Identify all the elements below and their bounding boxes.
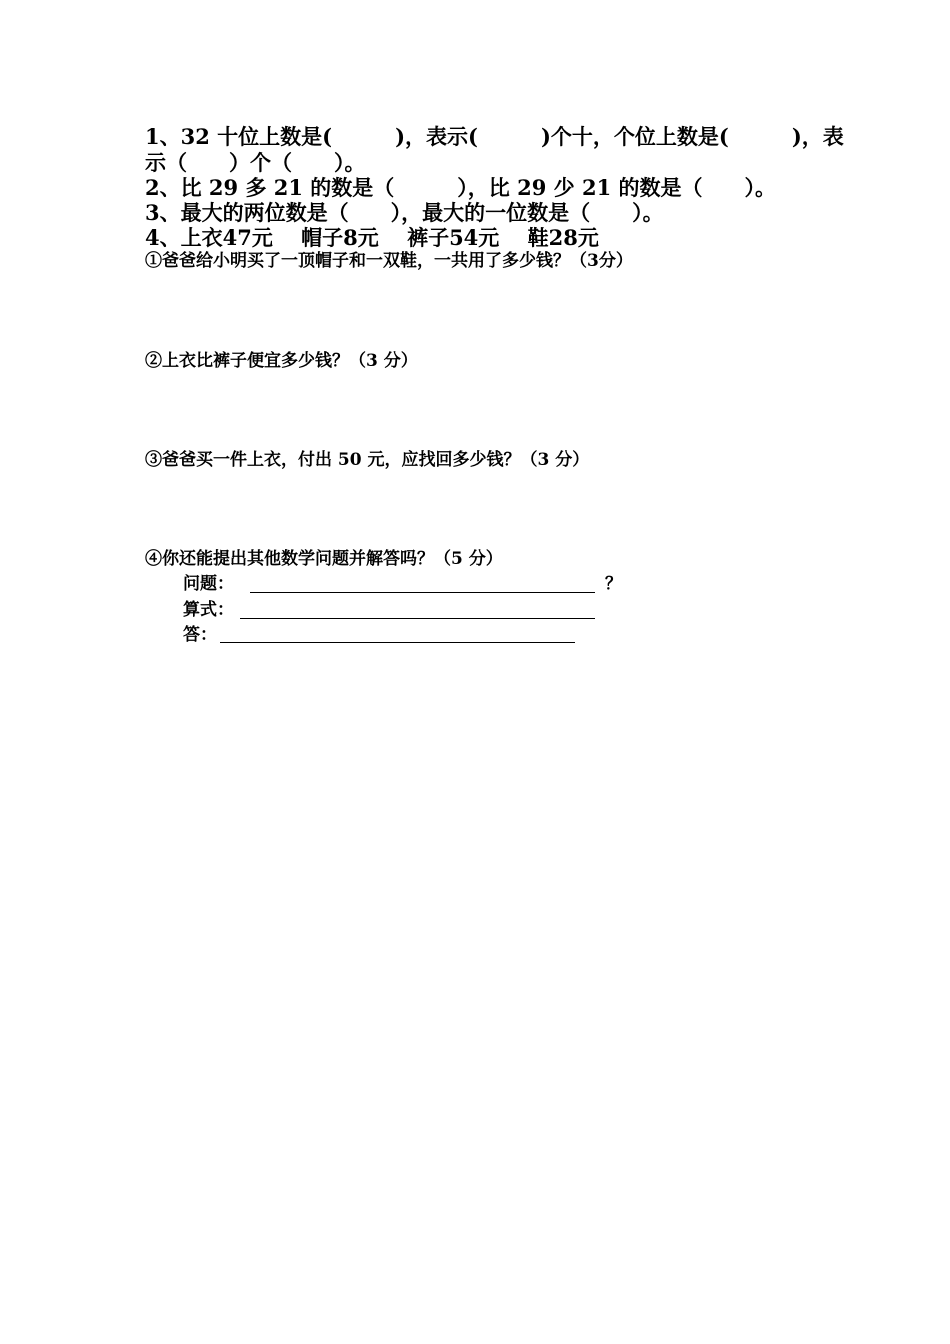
question-4-sub-1: ①爸爸给小明买了一顶帽子和一双鞋，一共用了多少钱？（3分） xyxy=(145,251,633,271)
answer-label: 答： xyxy=(183,625,217,645)
question-mark: ？ xyxy=(605,574,622,594)
formula-label: 算式： xyxy=(183,600,234,620)
formula-blank-line[interactable] xyxy=(240,618,595,619)
question-4-sub-2: ②上衣比裤子便宜多少钱？（3 分） xyxy=(145,351,418,371)
question-1-line-2: 示（ ）个（ ）。 xyxy=(145,150,366,175)
question-4-prices: 4、上衣47元 帽子8元 裤子54元 鞋28元 xyxy=(145,225,599,250)
question-4-sub-3: ③爸爸买一件上衣，付出 50 元，应找回多少钱？（3 分） xyxy=(145,450,590,470)
question-3: 3、最大的两位数是（ ），最大的一位数是（ ）。 xyxy=(145,200,664,225)
question-blank-line[interactable] xyxy=(250,592,595,593)
question-4-sub-4: ④你还能提出其他数学问题并解答吗？（5 分） xyxy=(145,549,503,569)
answer-blank-line[interactable] xyxy=(220,642,575,643)
question-label: 问题： xyxy=(183,574,234,594)
question-2: 2、比 29 多 21 的数是（ ），比 29 少 21 的数是（ ）。 xyxy=(145,175,776,200)
question-1-line-1: 1、32 十位上数是( )，表示( )个十，个位上数是( )，表 xyxy=(145,124,844,149)
